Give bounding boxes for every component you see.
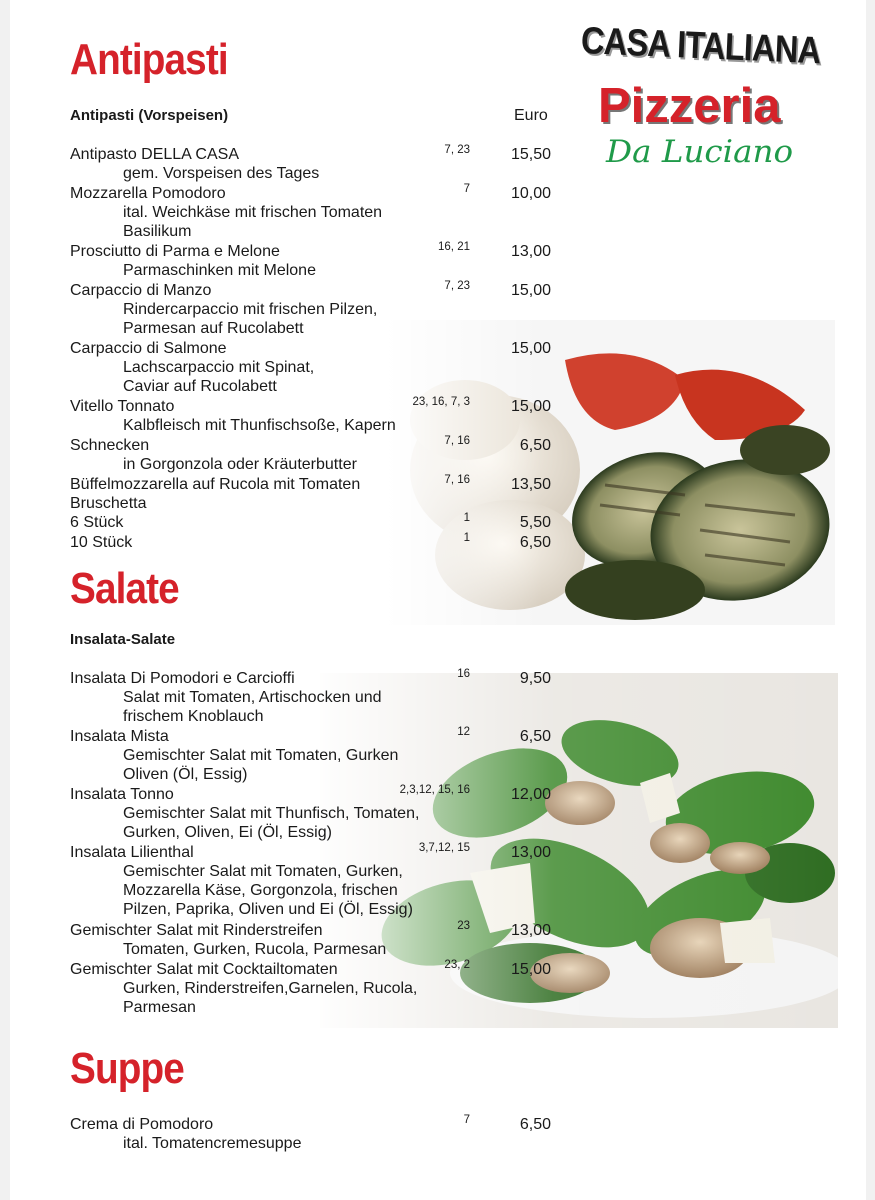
item-name: Gemischter Salat mit Cocktailtomaten <box>70 961 338 978</box>
item-name: Prosciutto di Parma e Melone <box>70 243 280 260</box>
item-price: 6,50 <box>519 1116 551 1133</box>
item-name: Vitello Tonnato <box>70 398 175 415</box>
item-price: 12,00 <box>510 786 551 803</box>
item-name: Insalata Lilienthal <box>70 844 194 861</box>
item-description: Oliven (Öl, Essig) <box>123 766 248 783</box>
item-allergens: 7, 16 <box>444 474 470 486</box>
item-description: Parmaschinken mit Melone <box>123 262 316 279</box>
menu-item <box>70 727 560 746</box>
item-name: Crema di Pomodoro <box>70 1116 214 1133</box>
item-description: Caviar auf Rucolabett <box>123 378 277 395</box>
logo-da-luciano: Da Luciano <box>606 134 794 170</box>
menu-item-variant <box>70 533 560 552</box>
item-description: Salat mit Tomaten, Artischocken und <box>123 689 382 706</box>
item-description: ital. Weichkäse mit frischen Tomaten <box>123 204 383 221</box>
item-name: Schnecken <box>70 437 150 454</box>
menu-page <box>10 0 866 1200</box>
item-name: Gemischter Salat mit Rinderstreifen <box>70 922 323 939</box>
menu-item <box>70 960 560 979</box>
item-allergens: 3,7,12, 15 <box>418 842 470 854</box>
section-heading-suppe: Suppe <box>70 1044 184 1093</box>
item-price: 13,00 <box>510 243 551 260</box>
item-price: 5,50 <box>519 514 551 531</box>
variant-name: 6 Stück <box>70 514 124 531</box>
item-allergens: 23, 16, 7, 3 <box>412 396 470 408</box>
item-allergens: 2,3,12, 15, 16 <box>399 784 470 796</box>
item-price: 15,00 <box>510 282 551 299</box>
item-description: Kalbfleisch mit Thunfischsoße, Kapern <box>123 417 396 434</box>
item-description: gem. Vorspeisen des Tages <box>123 165 320 182</box>
menu-item <box>70 843 560 862</box>
item-price: 13,00 <box>510 844 551 861</box>
item-description: Gurken, Rinderstreifen,Garnelen, Rucola, <box>123 980 418 997</box>
item-description: Gemischter Salat mit Tomaten, Gurken, <box>123 863 403 880</box>
menu-item <box>70 494 560 513</box>
item-allergens: 7, 23 <box>444 144 470 156</box>
item-price: 15,00 <box>510 398 551 415</box>
item-name: Insalata Di Pomodori e Carcioffi <box>70 670 295 687</box>
item-allergens: 1 <box>463 512 470 524</box>
item-allergens: 23 <box>457 920 470 932</box>
item-allergens: 1 <box>463 532 470 544</box>
item-price: 15,50 <box>510 146 551 163</box>
item-allergens: 16 <box>457 668 470 680</box>
item-allergens: 7 <box>463 1114 470 1126</box>
item-allergens: 12 <box>457 726 470 738</box>
item-price: 15,00 <box>510 961 551 978</box>
subheading-antipasti: Antipasti (Vorspeisen) <box>70 107 229 124</box>
menu-item <box>70 921 560 940</box>
item-description: Gurken, Oliven, Ei (Öl, Essig) <box>123 824 332 841</box>
item-description: ital. Tomatencremesuppe <box>123 1135 302 1152</box>
item-name: Insalata Mista <box>70 728 169 745</box>
variant-name: 10 Stück <box>70 534 133 551</box>
item-allergens: 7, 16 <box>444 435 470 447</box>
menu-item-variant <box>70 513 560 532</box>
item-description: Pilzen, Paprika, Oliven und Ei (Öl, Essig) <box>123 901 413 918</box>
item-price: 6,50 <box>519 728 551 745</box>
item-price: 6,50 <box>519 534 551 551</box>
menu-item <box>70 339 560 358</box>
item-allergens: 7, 23 <box>444 280 470 292</box>
item-description: Rindercarpaccio mit frischen Pilzen, <box>123 301 378 318</box>
section-heading-antipasti: Antipasti <box>70 35 228 84</box>
menu-item <box>70 242 560 261</box>
menu-item <box>70 436 560 455</box>
item-name: Antipasto DELLA CASA <box>70 146 239 163</box>
logo-pizzeria: Pizzeria <box>598 79 781 133</box>
menu-item <box>70 145 560 164</box>
item-name: Büffelmozzarella auf Rucola mit Tomaten <box>70 476 361 493</box>
menu-item <box>70 785 560 804</box>
menu-item <box>70 669 560 688</box>
item-name: Carpaccio di Manzo <box>70 282 212 299</box>
item-description: Gemischter Salat mit Tomaten, Gurken <box>123 747 399 764</box>
item-allergens: 7 <box>463 183 470 195</box>
item-name: Insalata Tonno <box>70 786 174 803</box>
item-price: 15,00 <box>510 340 551 357</box>
item-price: 6,50 <box>519 437 551 454</box>
item-allergens: 16, 21 <box>438 241 470 253</box>
menu-item <box>70 281 560 300</box>
item-description: Gemischter Salat mit Thunfisch, Tomaten, <box>123 805 420 822</box>
item-name: Bruschetta <box>70 495 147 512</box>
menu-item <box>70 184 560 203</box>
menu-item <box>70 475 560 494</box>
menu-item <box>70 397 560 416</box>
item-price: 13,50 <box>510 476 551 493</box>
item-description: in Gorgonzola oder Kräuterbutter <box>123 456 357 473</box>
subheading-salate: Insalata-Salate <box>70 631 176 648</box>
currency-header: Euro <box>514 107 548 124</box>
item-description: Lachscarpaccio mit Spinat, <box>123 359 315 376</box>
logo-casa-italiana: CASA ITALIANA <box>580 20 822 73</box>
item-name: Mozzarella Pomodoro <box>70 185 226 202</box>
item-description: Parmesan <box>123 999 196 1016</box>
item-price: 13,00 <box>510 922 551 939</box>
item-description: Tomaten, Gurken, Rucola, Parmesan <box>123 941 387 958</box>
item-description: Mozzarella Käse, Gorgonzola, frischen <box>123 882 398 899</box>
item-description: frischem Knoblauch <box>123 708 264 725</box>
item-description: Basilikum <box>123 223 192 240</box>
menu-item <box>70 1115 560 1134</box>
item-description: Parmesan auf Rucolabett <box>123 320 304 337</box>
item-name: Carpaccio di Salmone <box>70 340 227 357</box>
item-price: 10,00 <box>510 185 551 202</box>
section-heading-salate: Salate <box>70 564 179 613</box>
item-price: 9,50 <box>519 670 551 687</box>
item-allergens: 23, 2 <box>444 959 470 971</box>
